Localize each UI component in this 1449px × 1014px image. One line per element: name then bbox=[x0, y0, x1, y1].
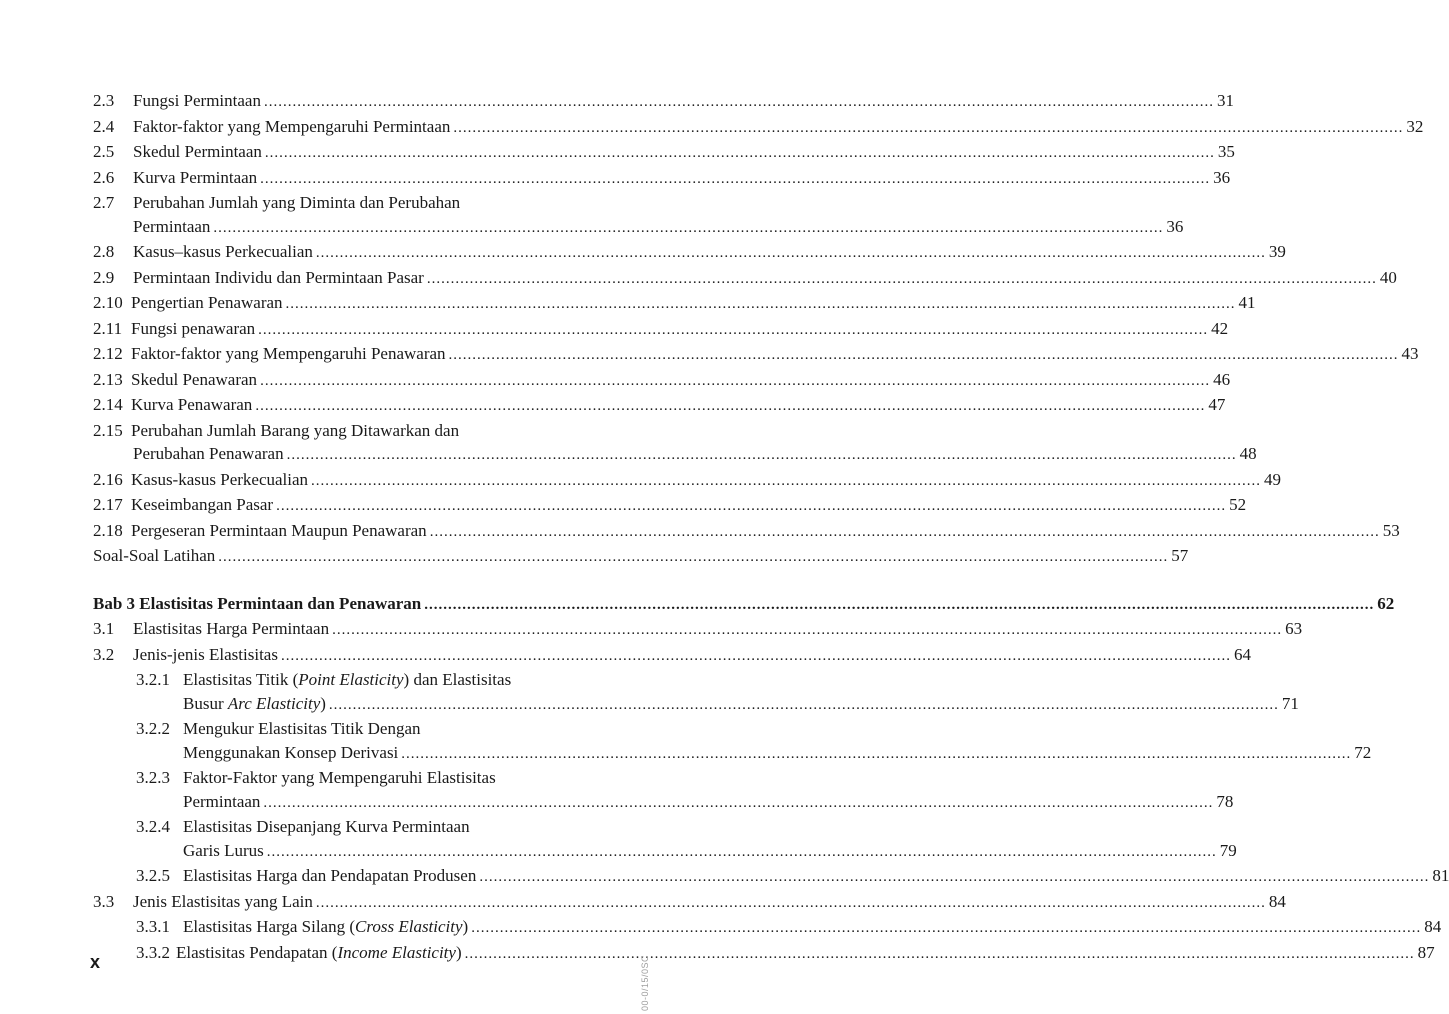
toc-entry-2-4[interactable] bbox=[93, 115, 1424, 141]
toc-entry-2-18[interactable] bbox=[93, 519, 1400, 545]
dot-leader bbox=[424, 594, 1374, 618]
dot-leader bbox=[311, 470, 1261, 494]
entry-page: 87 bbox=[1417, 942, 1435, 962]
entry-number: 3.3 bbox=[93, 891, 115, 911]
toc-entry-soal-latihan[interactable] bbox=[93, 544, 1189, 570]
entry-page: 36 bbox=[1213, 167, 1231, 187]
entry-title: Kasus–kasus Perkecualian bbox=[133, 242, 313, 261]
entry-title: Kasus-kasus Perkecualian bbox=[131, 469, 309, 489]
entry-number: 3.3.2 bbox=[136, 942, 170, 962]
entry-title: Perubahan Jumlah yang Diminta dan Perubahan bbox=[133, 193, 461, 212]
dot-leader bbox=[401, 743, 1351, 767]
entry-number: 3.3.1 bbox=[136, 917, 170, 936]
entry-number: 2.13 bbox=[93, 369, 123, 389]
entry-page: 63 bbox=[1285, 619, 1303, 638]
entry-number: 3.2.3 bbox=[136, 768, 170, 787]
table-of-contents bbox=[93, 89, 1449, 966]
entry-title: Skedul Penawaran bbox=[131, 369, 258, 389]
dot-leader bbox=[265, 142, 1215, 166]
dot-leader bbox=[316, 892, 1266, 916]
entry-title-cont: Perubahan Penawaran bbox=[133, 444, 284, 463]
entry-number: 2.4 bbox=[93, 116, 115, 136]
dot-leader bbox=[286, 293, 1236, 317]
toc-entry-2-10[interactable] bbox=[93, 291, 1256, 317]
toc-entry-3-2[interactable] bbox=[93, 643, 1251, 669]
entry-title: Pengertian Penawaran bbox=[131, 293, 283, 312]
dot-leader bbox=[465, 943, 1415, 967]
toc-entry-3-3-2[interactable] bbox=[93, 941, 1435, 967]
toc-entry-3-2-2[interactable] bbox=[93, 717, 579, 741]
dot-leader bbox=[267, 841, 1217, 865]
toc-entry-3-3-1[interactable] bbox=[93, 915, 1442, 941]
dot-leader bbox=[430, 521, 1380, 545]
entry-number: 2.12 bbox=[93, 344, 123, 363]
dot-leader bbox=[218, 546, 1168, 570]
dot-leader bbox=[332, 619, 1282, 643]
entry-title-cont: Garis Lurus bbox=[183, 840, 264, 860]
print-stamp: 00-0/15/0SC bbox=[640, 955, 650, 1012]
entry-page: 48 bbox=[1239, 444, 1257, 463]
toc-entry-3-2-4[interactable] bbox=[93, 815, 579, 839]
dot-leader bbox=[329, 694, 1279, 718]
toc-entry-2-14[interactable] bbox=[93, 393, 1226, 419]
toc-entry-3-2-5[interactable] bbox=[93, 864, 1449, 890]
dot-leader bbox=[213, 217, 1163, 241]
entry-page: 41 bbox=[1238, 293, 1256, 312]
entry-page: 31 bbox=[1216, 91, 1234, 110]
entry-number: 2.3 bbox=[93, 91, 115, 110]
entry-number: 2.18 bbox=[93, 520, 123, 540]
entry-page: 71 bbox=[1281, 693, 1299, 713]
entry-number: 2.7 bbox=[93, 193, 115, 212]
dot-leader bbox=[316, 242, 1266, 266]
entry-title: Faktor-faktor yang Mempengaruhi Permintaan bbox=[133, 116, 451, 136]
entry-title-cont: Permintaan bbox=[183, 791, 261, 811]
toc-entry-3-2-4-cont[interactable] bbox=[93, 839, 1237, 865]
dot-leader bbox=[260, 370, 1210, 394]
entry-number: 2.14 bbox=[93, 395, 123, 414]
entry-title: Fungsi Permintaan bbox=[133, 91, 261, 110]
entry-page: 78 bbox=[1216, 791, 1234, 811]
entry-number: 2.17 bbox=[93, 495, 123, 514]
dot-leader bbox=[453, 117, 1403, 141]
toc-entry-2-12[interactable] bbox=[93, 342, 1419, 368]
entry-title: Elastisitas Harga Permintaan bbox=[133, 619, 330, 638]
entry-title-cont: Menggunakan Konsep Derivasi bbox=[183, 742, 399, 762]
toc-entry-3-2-1-cont[interactable] bbox=[93, 692, 1299, 718]
entry-page: 84 bbox=[1268, 891, 1286, 911]
entry-number: 2.9 bbox=[93, 267, 115, 287]
toc-entry-2-7[interactable] bbox=[93, 191, 579, 215]
entry-title: Jenis-jenis Elastisitas bbox=[133, 644, 278, 664]
entry-number: 2.15 bbox=[93, 420, 123, 440]
toc-entry-3-3[interactable] bbox=[93, 890, 1286, 916]
entry-title: Soal-Soal Latihan bbox=[93, 546, 216, 565]
entry-title: Elastisitas Pendapatan (Income Elasticity) bbox=[176, 942, 462, 962]
chapter-page: 62 bbox=[1377, 593, 1395, 613]
dot-leader bbox=[427, 268, 1377, 292]
entry-page: 32 bbox=[1406, 116, 1424, 136]
entry-title: Kurva Permintaan bbox=[133, 167, 258, 187]
entry-title: Elastisitas Harga Silang (Cross Elasticity) bbox=[183, 917, 469, 936]
toc-entry-2-3[interactable] bbox=[93, 89, 1234, 115]
toc-entry-2-17[interactable] bbox=[93, 493, 1247, 519]
entry-title: Elastisitas Titik (Point Elasticity) dan Elastisitas bbox=[183, 670, 512, 689]
toc-entry-3-2-2-cont[interactable] bbox=[93, 741, 1372, 767]
toc-entry-2-13[interactable] bbox=[93, 368, 1231, 394]
chapter-title: Bab 3 Elastisitas Permintaan dan Penawaran bbox=[93, 593, 422, 613]
toc-entry-2-7-cont[interactable] bbox=[93, 215, 1184, 241]
entry-title: Elastisitas Disepanjang Kurva Permintaan bbox=[183, 817, 470, 836]
entry-page: 42 bbox=[1211, 318, 1229, 338]
toc-entry-2-5[interactable] bbox=[93, 140, 1235, 166]
entry-title: Perubahan Jumlah Barang yang Ditawarkan dan bbox=[131, 420, 460, 440]
dot-leader bbox=[281, 645, 1231, 669]
entry-page: 81 bbox=[1432, 866, 1449, 885]
entry-number: 3.2.2 bbox=[136, 719, 170, 738]
entry-title: Skedul Permintaan bbox=[133, 142, 262, 161]
entry-page: 79 bbox=[1219, 840, 1237, 860]
toc-entry-2-8[interactable] bbox=[93, 240, 1286, 266]
toc-chapter-3[interactable] bbox=[93, 592, 1395, 618]
entry-title-cont: Busur Arc Elasticity) bbox=[183, 693, 326, 713]
entry-title: Faktor-Faktor yang Mempengaruhi Elastisitas bbox=[183, 768, 496, 787]
toc-entry-3-2-1[interactable] bbox=[93, 668, 579, 692]
dot-leader bbox=[258, 319, 1208, 343]
entry-page: 35 bbox=[1217, 142, 1235, 161]
dot-leader bbox=[449, 344, 1399, 368]
dot-leader bbox=[479, 866, 1429, 890]
entry-number: 3.1 bbox=[93, 619, 115, 638]
entry-page: 52 bbox=[1229, 495, 1247, 514]
toc-entry-3-2-3[interactable] bbox=[93, 766, 579, 790]
entry-number: 3.2.1 bbox=[136, 670, 170, 689]
toc-entry-2-16[interactable] bbox=[93, 468, 1282, 494]
entry-page: 39 bbox=[1268, 242, 1286, 261]
entry-title: Fungsi penawaran bbox=[131, 318, 256, 338]
entry-title: Elastisitas Harga dan Pendapatan Produsen bbox=[183, 866, 477, 885]
entry-title: Pergeseran Permintaan Maupun Penawaran bbox=[131, 520, 427, 540]
dot-leader bbox=[276, 495, 1226, 519]
entry-page: 40 bbox=[1379, 267, 1397, 287]
entry-number: 2.16 bbox=[93, 469, 123, 489]
entry-title: Permintaan Individu dan Permintaan Pasar bbox=[133, 267, 424, 287]
entry-page: 64 bbox=[1233, 644, 1251, 664]
entry-title: Mengukur Elastisitas Titik Dengan bbox=[183, 719, 421, 738]
entry-page: 46 bbox=[1213, 369, 1231, 389]
toc-entry-2-15[interactable] bbox=[93, 419, 579, 443]
dot-leader bbox=[471, 917, 1421, 941]
toc-entry-2-9[interactable] bbox=[93, 266, 1397, 292]
entry-page: 47 bbox=[1208, 395, 1226, 414]
entry-page: 72 bbox=[1354, 742, 1372, 762]
entry-number: 3.2.5 bbox=[136, 866, 170, 885]
toc-entry-2-11[interactable] bbox=[93, 317, 1229, 343]
toc-entry-3-1[interactable] bbox=[93, 617, 1303, 643]
entry-number: 2.10 bbox=[93, 293, 123, 312]
entry-title: Faktor-faktor yang Mempengaruhi Penawaran bbox=[131, 344, 446, 363]
dot-leader bbox=[260, 168, 1210, 192]
dot-leader bbox=[264, 91, 1214, 115]
entry-number: 2.8 bbox=[93, 242, 115, 261]
entry-title-cont: Permintaan bbox=[133, 216, 211, 236]
section-gap bbox=[93, 570, 579, 592]
toc-entry-2-6[interactable] bbox=[93, 166, 1231, 192]
entry-number: 2.6 bbox=[93, 167, 115, 187]
entry-number: 2.11 bbox=[93, 318, 123, 338]
dot-leader bbox=[263, 792, 1213, 816]
entry-number: 3.2 bbox=[93, 644, 115, 664]
page-folio: x bbox=[90, 952, 101, 972]
entry-number: 2.5 bbox=[93, 142, 115, 161]
entry-page: 36 bbox=[1166, 216, 1184, 236]
toc-entry-3-2-3-cont[interactable] bbox=[93, 790, 1234, 816]
entry-page: 49 bbox=[1264, 469, 1282, 489]
entry-number: 3.2.4 bbox=[136, 817, 170, 836]
dot-leader bbox=[287, 444, 1237, 468]
dot-leader bbox=[255, 395, 1205, 419]
entry-title: Keseimbangan Pasar bbox=[131, 495, 274, 514]
entry-page: 57 bbox=[1171, 546, 1189, 565]
entry-title: Kurva Penawaran bbox=[131, 395, 253, 414]
entry-page: 53 bbox=[1382, 520, 1400, 540]
toc-entry-2-15-cont[interactable] bbox=[93, 442, 1257, 468]
entry-page: 84 bbox=[1424, 917, 1442, 936]
entry-title: Jenis Elastisitas yang Lain bbox=[133, 891, 313, 911]
entry-page: 43 bbox=[1401, 344, 1419, 363]
